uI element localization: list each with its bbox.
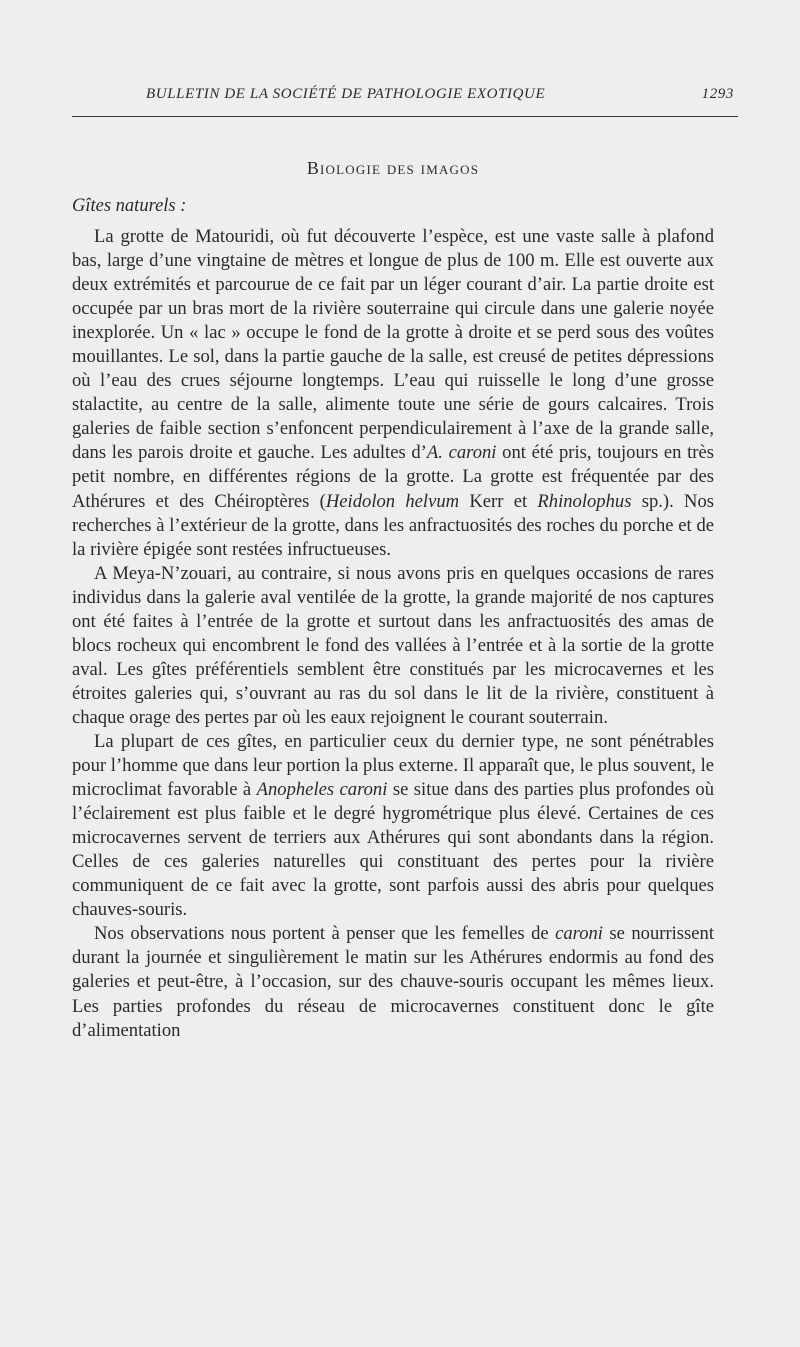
page-number: 1293 [701, 86, 734, 102]
italic-text: A. caroni [426, 442, 497, 464]
running-title: BULLETIN DE LA SOCIÉTÉ DE PATHOLOGIE EXOTIQUE [146, 86, 546, 102]
body-text [72, 225, 714, 1043]
running-head [72, 86, 738, 108]
text-run: A Meya-N’zouari, au contraire, si nous avons pris en quelques occasions de rares individus dans la galerie aval ventilée de la grotte, la grande majorité de nos captures ont été faites à l’entrée de la grotte et surtout dans les anfractuosités des amas de blocs rocheux qui encombrent le fond des vallées à l’entrée et à la sortie de la grotte aval. Les gîtes préférentiels semblent être constitués par les microcavernes et les étroites galeries qui, s’ouvrant au ras du sol dans le lit de la rivière, constituent à chaque orage des pertes par où les eaux rejoignent le courant souterrain. [72, 562, 714, 728]
page [72, 0, 734, 1347]
italic-text: Anopheles caroni [256, 779, 388, 801]
text-run: ont été pris, toujours en très petit nombre, en différentes régions de la grotte. La grotte est fréquentée par des Athérures et des Chéiroptères ( [72, 442, 714, 512]
text-run: Nos observations nous portent à penser que les femelles de [94, 923, 556, 945]
paragraph [72, 730, 714, 922]
paragraph [72, 562, 714, 730]
text-run: La grotte de Matouridi, où fut découverte l’espèce, est une vaste salle à plafond bas, large d’une vingtaine de mètres et longue de plus de 100 m. Elle est ouverte aux deux extrémités et parcourue de ce fait par un léger courant d’air. La partie droite est occupée par un bras mort de la rivière souterraine qui circule dans une galerie noyée inexplorée. Un « lac » occupe le fond de la grotte à droite et se perd sous des voûtes mouillantes. Le sol, dans la partie gauche de la salle, est creusé de petites dépressions où l’eau des crues séjourne longtemps. L’eau qui ruisselle le long d’une grosse stalactite, au centre de la salle, alimente toute une série de gours calcaires. Trois galeries de faible section s’enfoncent perpendiculairement à l’axe de la grande salle, dans les parois droite et gauche. Les adultes d’ [72, 226, 714, 464]
text-run: La plupart de ces gîtes, en particulier ceux du dernier type, ne sont pénétrables pour l’homme que dans leur portion la plus externe. Il apparaît que, le plus souvent, le microclimat favorable à [72, 730, 714, 801]
subheading: Gîtes naturels : [72, 196, 187, 216]
italic-text: caroni [555, 923, 603, 945]
header-rule [72, 116, 738, 117]
text-run: sp.). Nos recherches à l’extérieur de la grotte, dans les anfractuosités des roches du porche et de la rivière épigée sont restées infructueuses. [72, 490, 714, 560]
section-heading: Biologie des imagos [306, 158, 480, 178]
text-run: Kerr et [459, 490, 538, 512]
paragraph [72, 225, 714, 562]
paragraph [72, 922, 714, 1042]
text-run: se situe dans des parties plus profondes où l’éclairement est plus faible et le degré hygrométrique plus élevé. Certaines de ces microcavernes servent de terriers aux Athérures qui sont abondants dans la région. Celles de ces galeries naturelles qui constituant des pertes pour la rivière communiquent de ce fait avec la grotte, sont parfois aussi des abris pour quelques chauves-souris. [72, 779, 714, 921]
italic-text: Rhinolophus [537, 490, 632, 512]
italic-text: Heidolon helvum [325, 490, 460, 512]
text-run: se nourrissent durant la journée et singulièrement le matin sur les Athérures endormis au fond des galeries et peut-être, à l’occasion, sur des chauve-souris occupant les mêmes lieux. Les parties profondes du réseau de microcavernes constituent donc le gîte d’alimentation [72, 923, 714, 1041]
